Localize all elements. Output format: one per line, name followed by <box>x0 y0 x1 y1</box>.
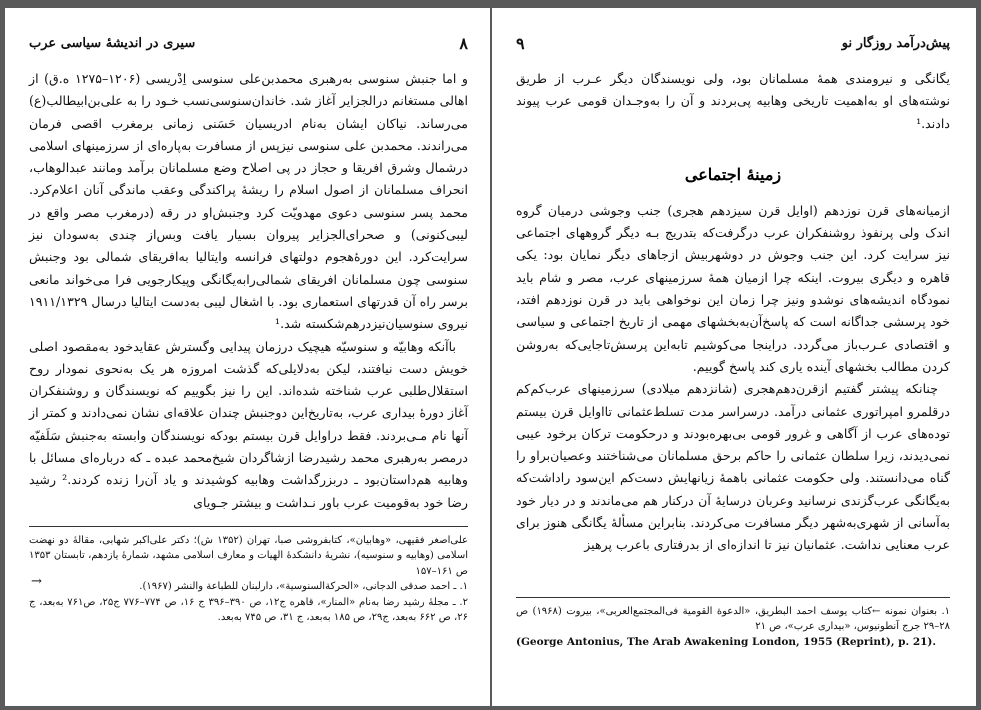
paragraph: چنانکه پیشتر گفتیم ازقرن‌دهم‌هجری (شانزدهم میلادی) سرزمینهای عرب‌کم‌کم درقلمرو امپراتوری عثمانی درآمد. درسراسر مدت تسلط‌عثمانی تااوایل قرن بیستم توده‌های عرب از آگاهی و غرور قومی بی‌بهره‌بودند و درحکومت ترکان برخود عیبی نمی‌دیدند، زیرا سلطان عثمانی را حاکم برحق مسلمانان می‌شناختند وعصیان‌براو را گناه می‌دانستند. ولی حکومت عثمانی باهمهٔ زیانهایش دست‌کم این‌سود راداشت‌که به‌یگانگی عرب‌گزندی نرسانید وعربان درسایهٔ آن درکنار هم می‌ماندند و در دیار خود به‌آسانی از شهری‌به‌شهر دیگر مسافرت می‌کردند. بنابراین مسألهٔ یگانگی هنوز برای عرب معنایی نداشت. عثمانیان نیز تا اندازه‌ای از بدرفتاری باعرب پرهیز <box>516 381 950 553</box>
paragraph: باآنکه وهابیّه و سنوسیّه هیچیک درزمان پیدایی وگسترش عقایدخود به‌مقصود اصلی خویش دست نیافتند، لیکن به‌دلایلی‌که گذشت امروزه هر یک به‌نحوی نمودار روح استقلال‌طلبی عرب شناخته شده‌اند. این را نیز بگوییم که نویسندگان و روشنفکران آغاز دورهٔ بیداری عرب، به‌تاریخ‌این دوجنبش چندان علاقه‌ای نشان نمی‌دادند و کمتر از آنها نام مـی‌بردند. فقط دراوایل قرن بیستم بودکه نویسندگان وابسته به‌جنبش سَلَفیّه درمصر به‌رهبری محمد رشیدرضا ازشاگردان شیخ‌محمد عبده ـ که درباره‌ای مسائل با وهابیه هم‌داستان‌بود ـ دربزرگداشت وهابیه کوشیدند و یاد آن‌را زنده کردند.² رشید رضا خود به‌قومیت عرب باور نـداشت و بیشتر جـویای <box>29 338 468 510</box>
body-text <box>516 68 950 135</box>
footnotes <box>516 597 950 651</box>
running-title: پیش‌درآمد روزگار نو <box>841 35 950 51</box>
page-header <box>516 32 950 54</box>
footnote: ۱. ـ احمد صدقی الدجانی، «الحرکة‌السنوسیة»، دارلبنان للطباعة والنشر (۱۹۶۷). <box>139 581 468 593</box>
body-text <box>29 68 468 514</box>
running-title: سیری در اندیشهٔ سیاسی عرب <box>29 35 196 51</box>
intro-paragraph: یگانگی و نیرومندی همهٔ مسلمانان بود، ولی نویسندگان دیگر عـرب از طریق نوشته‌های او به‌اهمیت تاریخی وهابیه پی‌بردند و آن را به‌وجـدان قومی عرب پیوند دادند.¹ <box>516 71 950 131</box>
footnote-latin: (George Antonius, The Arab Awakening London, 1955 (Reprint), p. 21). <box>516 635 937 648</box>
body-text <box>516 200 950 557</box>
continuation-arrow-icon: → <box>31 574 42 589</box>
page-number: ۸ <box>459 33 468 53</box>
paragraph: ازمیانه‌های قرن نوزدهم (اوایل قرن سیزدهم هجری) جنب وجوشی درمیان گروه اندک ولی پرنفوذ روشنفکران عرب درگرفت‌که بتدریج بـه دیگر گروههای اجتماعی نیز سرایت کرد. این جنب وجوش در دوشهربیش ازجاهای دیگر نمایان بود: یکی قاهره و دیگری بیروت. اینکه چرا ازمیان همهٔ سرزمینهای عرب، مصر و شام باید نمودگاه اندیشه‌های نوشدو ونیز چرا زمان این نوخواهی باید در قرن نوزدهم افتد، خود پرسشی جداگانه است که پاسخ‌آن‌به‌بخشهای مهمی از تاریخ اجتماعی و سیاسی و اقتصادی عـرب‌باز می‌گردد. دراینجا می‌کوشیم تابه‌این پرسش‌تاجایی‌که به‌روشن کردن مطالب بخشهای آینده یاری کند پاسخ گوییم. <box>516 202 950 374</box>
right-book-page <box>492 8 976 706</box>
section-title: زمینهٔ اجتماعی <box>684 164 782 184</box>
footnote: علی‌اصغر فقیهی، «وهابیان»، کتابفروشی صبا، تهران (۱۳۵۲ ش)؛ دکتر علی‌اکبر شهابی، مقالهٔ دو نهضت اسلامی (وهابیه و سنوسیه)، نشریهٔ دانشکدهٔ الهیات و معارف اسلامی مشهد، شمارهٔ یازدهم، تابستان ۱۳۵۳ ص ۱۶۱–۱۵۷ <box>29 534 469 577</box>
footnote: ۲. ـ مجلهٔ رشید رضا به‌نام «المنار»، قاهره ج۱۲، ص ۳۹۰–۳۹۶ ج ۱۶، ص ۷۷۴–۷۷۶ ج۲۵، ص۷۶۱ به‌بعد، ج ۲۶، ص ۶۶۲ به‌بعد، ج۲۹، ص ۱۸۵ به‌بعد، ج ۳۱، ص ۷۴۵ به‌بعد. <box>29 596 468 624</box>
footnote: ۱. بعنوان نمونه ←کتاب یوسف احمد البطریق، «الدعوة القومیة فی‌المجتمع‌العربی»، بیروت (۱۹۶۸) ص ۲۸–۲۹ جرج آنطونیوس، «بیداری عرب»، ص ۲۱ <box>516 605 950 633</box>
page-header <box>29 32 468 54</box>
left-book-page <box>5 8 490 706</box>
paragraph: و اما جنبش سنوسی به‌رهبری محمدبن‌علی سنوسی اِدْریسی (۱۲۰۶–۱۲۷۵ ه.ق) از اهالی مستغانم درالجزایر آغاز شد. خاندان‌سنوسی‌نسب خـود را به علی‌بن‌ابیطالب(ع) می‌رساند. نیاکان ایشان به‌نام ادریسیان حَسَنی زمانی برمغرب اقصی فرمان می‌راندند. محمدبن علی سنوسی نیزپس از مسافرت به‌پاره‌ای از سرزمینهای اسلامی درشمال وشرق افریقا و حجاز در پی اصلاح وضع مسلمانان برآمد ومانند عبدالوهاب، انحراف مسلمانان از اصول اسلام را ریشهٔ پراکندگی وعقب ماندگی آنان اعلام‌کرد. محمد پسر سنوسی دعوی مهدویّت کرد وجنبش‌او در رقه (درمغرب مصر واقع در لیبی‌کنونی) و صحرای‌الجزایر پیروان بسیار یافت وبس‌از چندی به‌سودان نیز سرایت‌کرد. این دورهٔ‌هجوم دولتهای فرانسه وایتالیا به‌افریقای شمالی بود وجنبش سنوسی چون مسلمانان افریقای شمالی‌رابه‌یگانگی وپیکارجویی فرا می‌خواند مانعی برسر راه آن قدرتهای استعماری بود. با اشغال لیبی به‌دست ایتالیا درسال ۱۹۱۱/۱۳۲۹ نیروی سنوسیان‌نیزدرهم‌شکسته شد.¹ <box>29 71 468 332</box>
footnotes <box>29 526 468 626</box>
page-number: ۹ <box>516 33 525 53</box>
